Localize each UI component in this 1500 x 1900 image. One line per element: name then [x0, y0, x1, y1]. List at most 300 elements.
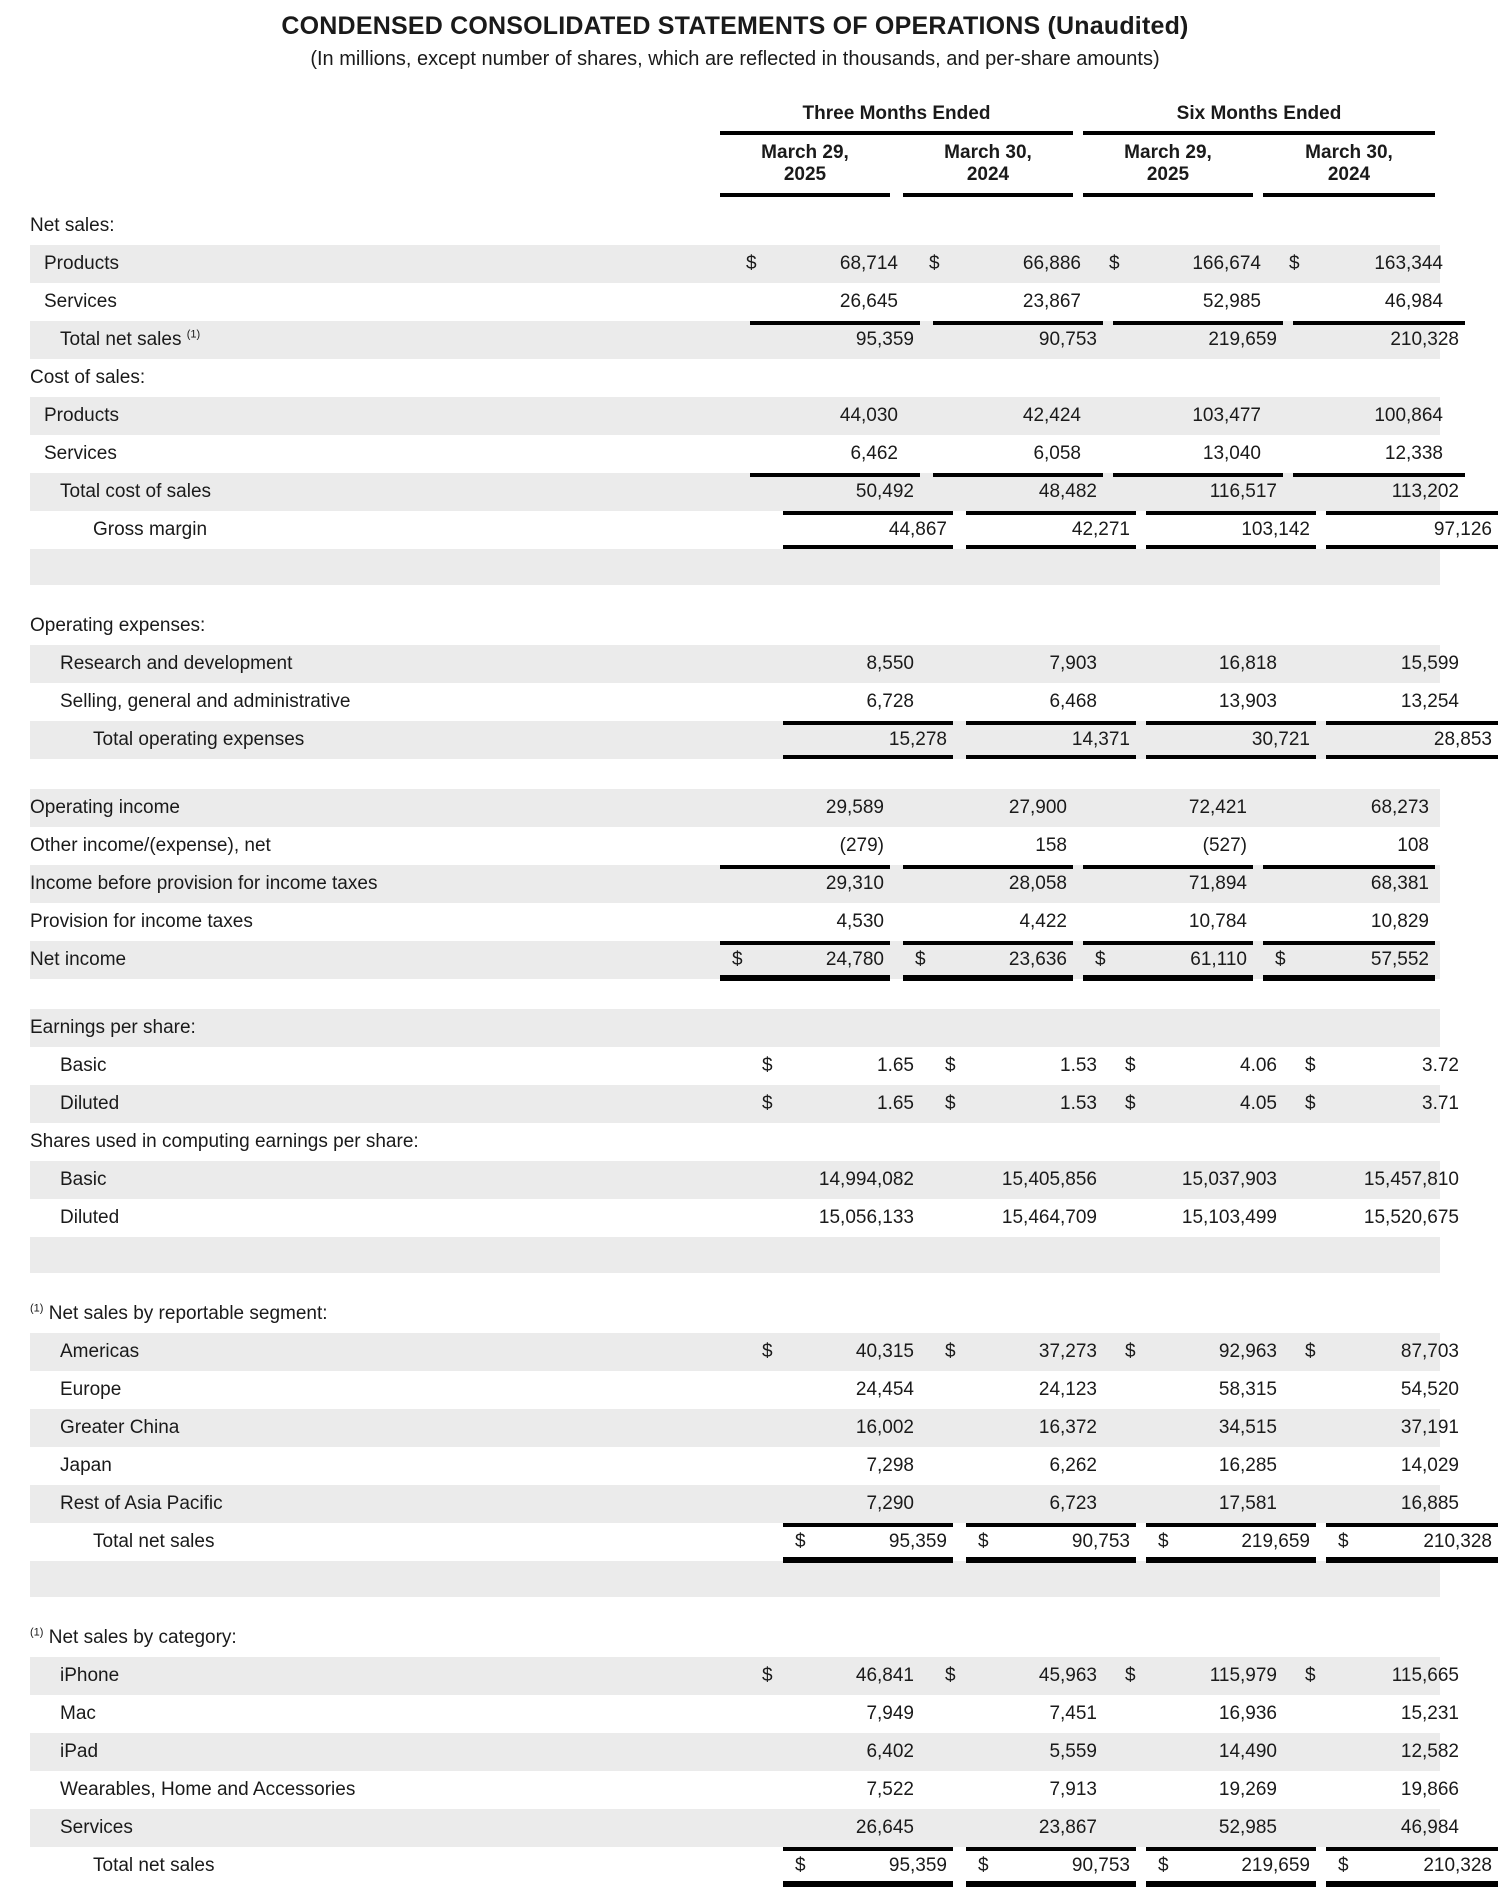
- dollar-sign: $: [945, 1341, 956, 1362]
- value-cell: [1277, 397, 1449, 435]
- value-cell: [903, 865, 1073, 903]
- data-row: [30, 1085, 1459, 1123]
- cell-value: 4.06: [1240, 1055, 1277, 1076]
- value-cell: [1113, 1809, 1283, 1847]
- cell-value: 10,829: [1370, 911, 1429, 932]
- data-row: [30, 1199, 1459, 1237]
- row-label: $^{(1)}$ Net sales by reportable segment:: [30, 1302, 328, 1324]
- value-cell: [1146, 1523, 1316, 1561]
- cell-value: 29,310: [825, 873, 884, 894]
- cell-value: 4,422: [1019, 911, 1067, 932]
- cell-value: 210,328: [1423, 1531, 1492, 1552]
- spacer-row: [30, 1597, 1440, 1619]
- row-label: Operating expenses:: [30, 615, 206, 636]
- value-cell: [1146, 1847, 1316, 1885]
- dollar-sign: $: [1125, 1093, 1136, 1114]
- value-cell: [1113, 1485, 1283, 1523]
- data-row: [30, 1485, 1459, 1523]
- value-cell: [933, 1199, 1103, 1237]
- value-cell: [1293, 1485, 1465, 1523]
- cell-value: 13,254: [1400, 691, 1459, 712]
- data-row: [30, 865, 1440, 903]
- value-cell: [1293, 1809, 1465, 1847]
- value-cell: [1113, 1333, 1283, 1371]
- cell-value: 95,359: [855, 329, 914, 350]
- footnote-marker: (1): [30, 1302, 44, 1315]
- value-cell: [750, 1657, 920, 1695]
- dollar-sign: $: [945, 1055, 956, 1076]
- cell-value: 4.05: [1240, 1093, 1277, 1114]
- value-cell: [933, 1485, 1103, 1523]
- dollar-sign: $: [1095, 949, 1106, 970]
- cell-value: 1.53: [1060, 1055, 1097, 1076]
- cell-value: 58,315: [1218, 1379, 1277, 1400]
- value-cell: [1097, 435, 1267, 473]
- value-cell: [1113, 1199, 1283, 1237]
- dollar-sign: $: [978, 1855, 989, 1876]
- value-cell: [903, 941, 1073, 979]
- value-cell: [1293, 1771, 1465, 1809]
- value-cell: [750, 1371, 920, 1409]
- cell-value: 24,780: [825, 949, 884, 970]
- value-cell: [1293, 645, 1465, 683]
- data-row: [30, 1371, 1459, 1409]
- row-label: Total cost of sales: [60, 481, 212, 502]
- dollar-sign: $: [762, 1341, 773, 1362]
- row-label: Americas: [60, 1341, 140, 1362]
- statement-title: CONDENSED CONSOLIDATED STATEMENTS OF OPERATIONS (Unaudited): [281, 12, 1189, 40]
- cell-value: 1.65: [877, 1055, 914, 1076]
- cell-value: 23,636: [1008, 949, 1067, 970]
- value-cell: [933, 1161, 1103, 1199]
- cell-value: 40,315: [855, 1341, 914, 1362]
- cell-value: 50,492: [855, 481, 914, 502]
- dollar-sign: $: [945, 1665, 956, 1686]
- column-header-line2: 2025: [1146, 164, 1190, 185]
- dollar-sign: $: [1125, 1055, 1136, 1076]
- dollar-sign: $: [795, 1531, 806, 1552]
- value-cell: [1293, 1447, 1465, 1485]
- cell-value: 1.53: [1060, 1093, 1097, 1114]
- row-label: Operating income: [30, 797, 180, 818]
- cell-value: 10,784: [1188, 911, 1247, 932]
- cell-value: 14,490: [1218, 1741, 1277, 1762]
- value-cell: [750, 1085, 920, 1123]
- value-cell: [750, 321, 920, 359]
- data-row: [30, 1047, 1459, 1085]
- cell-value: 95,359: [888, 1855, 947, 1876]
- dollar-sign: $: [1125, 1341, 1136, 1362]
- data-row: [30, 1847, 1492, 1885]
- spacer-row: [30, 585, 1440, 607]
- cell-value: 44,030: [839, 405, 898, 426]
- value-cell: [783, 511, 953, 549]
- cell-value: 46,984: [1384, 291, 1443, 312]
- value-cell: [750, 1409, 920, 1447]
- spacer-row: [30, 1561, 1440, 1597]
- dollar-sign: $: [746, 253, 757, 274]
- cell-value: 68,714: [839, 253, 898, 274]
- dollar-sign: $: [762, 1055, 773, 1076]
- period-group-six-months: Six Months Ended: [1083, 103, 1435, 135]
- cell-value: 7,290: [866, 1493, 914, 1514]
- row-label: Total net sales: [93, 1855, 215, 1876]
- cell-value: 37,273: [1038, 1341, 1097, 1362]
- value-cell: [783, 1523, 953, 1561]
- value-cell: [1113, 1047, 1283, 1085]
- cell-value: 1.65: [877, 1093, 914, 1114]
- value-cell: [1293, 1733, 1465, 1771]
- data-row: [30, 321, 1459, 359]
- cell-value: 219,659: [1241, 1855, 1310, 1876]
- row-label: Wearables, Home and Accessories: [60, 1779, 356, 1800]
- value-cell: [933, 1333, 1103, 1371]
- dollar-sign: $: [1338, 1531, 1349, 1552]
- value-cell: [1113, 1447, 1283, 1485]
- cell-value: 14,994,082: [818, 1169, 914, 1190]
- cell-value: 6,262: [1049, 1455, 1097, 1476]
- cell-value: 6,723: [1049, 1493, 1097, 1514]
- value-cell: [1083, 865, 1253, 903]
- footnote-marker: (1): [186, 328, 201, 341]
- section-row: [30, 1009, 1440, 1047]
- value-cell: [1326, 1523, 1498, 1561]
- period-group-three-months: Three Months Ended: [720, 103, 1073, 135]
- cell-value: 90,753: [1071, 1531, 1130, 1552]
- value-cell: [903, 903, 1073, 941]
- footnote-marker: (1): [30, 1626, 44, 1639]
- cell-value: 3.71: [1422, 1093, 1459, 1114]
- spacer-row: [30, 759, 1440, 789]
- value-cell: [933, 321, 1103, 359]
- dollar-sign: $: [915, 949, 926, 970]
- value-cell: [933, 1371, 1103, 1409]
- cell-value: 26,645: [855, 1817, 914, 1838]
- cell-value: 42,271: [1071, 519, 1130, 540]
- cell-value: 15,056,133: [818, 1207, 914, 1228]
- row-label: Diluted: [60, 1207, 120, 1228]
- cell-value: 16,885: [1400, 1493, 1459, 1514]
- cell-value: 163,344: [1374, 253, 1443, 274]
- statement-content: [30, 0, 1492, 1885]
- value-cell: [933, 1447, 1103, 1485]
- value-cell: [1083, 789, 1253, 827]
- cell-value: 34,515: [1218, 1417, 1277, 1438]
- row-label: Diluted: [60, 1093, 120, 1114]
- cell-value: 14,371: [1071, 729, 1130, 750]
- cell-value: 13,040: [1202, 443, 1261, 464]
- value-cell: [1097, 283, 1267, 321]
- cell-value: 219,659: [1208, 329, 1277, 350]
- value-cell: [1083, 941, 1253, 979]
- value-cell: [720, 827, 890, 865]
- dollar-sign: $: [929, 253, 940, 274]
- value-cell: [734, 397, 904, 435]
- data-row: [30, 683, 1459, 721]
- spacer-row: [30, 1237, 1440, 1273]
- column-header-line2: 2025: [783, 164, 827, 185]
- value-cell: [720, 789, 890, 827]
- cell-value: 15,037,903: [1181, 1169, 1277, 1190]
- row-label: Provision for income taxes: [30, 911, 253, 932]
- cell-value: 90,753: [1071, 1855, 1130, 1876]
- value-cell: [750, 1199, 920, 1237]
- value-cell: [720, 941, 890, 979]
- value-cell: [1263, 789, 1435, 827]
- cell-value: 115,665: [1391, 1665, 1459, 1686]
- value-cell: [750, 645, 920, 683]
- value-cell: [1277, 245, 1449, 283]
- data-row: [30, 283, 1443, 321]
- cell-value: 23,867: [1022, 291, 1081, 312]
- dollar-sign: $: [1305, 1341, 1316, 1362]
- value-cell: [933, 1409, 1103, 1447]
- value-cell: [1326, 721, 1498, 759]
- value-cell: [933, 1047, 1103, 1085]
- value-cell: [903, 827, 1073, 865]
- row-label: Basic: [60, 1055, 107, 1076]
- cell-value: 68,273: [1370, 797, 1429, 818]
- cell-value: 28,853: [1433, 729, 1492, 750]
- cell-value: 7,949: [866, 1703, 914, 1724]
- value-cell: [903, 789, 1073, 827]
- cell-value: (527): [1202, 835, 1247, 856]
- data-row: [30, 1657, 1459, 1695]
- column-header-q2-2024: [903, 142, 1073, 197]
- cell-value: 24,454: [855, 1379, 914, 1400]
- cell-value: 87,703: [1400, 1341, 1459, 1362]
- data-row: [30, 789, 1440, 827]
- dollar-sign: $: [1109, 253, 1120, 274]
- value-cell: [1113, 473, 1283, 511]
- cell-value: (279): [839, 835, 884, 856]
- value-cell: [1146, 721, 1316, 759]
- value-cell: [1293, 1085, 1465, 1123]
- dollar-sign: $: [762, 1665, 773, 1686]
- row-label: Selling, general and administrative: [60, 691, 351, 712]
- data-row: [30, 941, 1440, 979]
- dollar-sign: $: [1158, 1855, 1169, 1876]
- value-cell: [1263, 827, 1435, 865]
- cell-value: 16,285: [1218, 1455, 1277, 1476]
- section-row: [30, 359, 1440, 397]
- row-label: Research and development: [60, 653, 293, 674]
- data-row: [30, 645, 1459, 683]
- row-label: iPhone: [60, 1665, 120, 1686]
- data-row: [30, 1523, 1492, 1561]
- cell-value: 23,867: [1038, 1817, 1097, 1838]
- cell-value: 7,913: [1049, 1779, 1097, 1800]
- cell-value: 103,477: [1192, 405, 1261, 426]
- cell-value: 44,867: [888, 519, 947, 540]
- value-cell: [933, 1695, 1103, 1733]
- value-cell: [750, 683, 920, 721]
- value-cell: [734, 283, 904, 321]
- value-cell: [966, 1523, 1136, 1561]
- row-label: Japan: [60, 1455, 112, 1476]
- dollar-sign: $: [795, 1855, 806, 1876]
- cell-value: 17,581: [1218, 1493, 1277, 1514]
- value-cell: [966, 1847, 1136, 1885]
- value-cell: [750, 1771, 920, 1809]
- value-cell: [734, 435, 904, 473]
- value-cell: [720, 865, 890, 903]
- cell-value: 4,530: [836, 911, 884, 932]
- data-row: [30, 1809, 1459, 1847]
- row-label: Basic: [60, 1169, 107, 1190]
- value-cell: [750, 1333, 920, 1371]
- dollar-sign: $: [1338, 1855, 1349, 1876]
- value-cell: [1113, 1161, 1283, 1199]
- data-row: [30, 1409, 1459, 1447]
- cell-value: 90,753: [1038, 329, 1097, 350]
- cell-value: 16,936: [1218, 1703, 1277, 1724]
- value-cell: [734, 245, 904, 283]
- value-cell: [966, 721, 1136, 759]
- period-group-header: [30, 103, 1440, 135]
- value-cell: [933, 1085, 1103, 1123]
- value-cell: [917, 283, 1087, 321]
- cell-value: 16,372: [1038, 1417, 1097, 1438]
- cell-value: 42,424: [1022, 405, 1081, 426]
- value-cell: [750, 1809, 920, 1847]
- section-row: [30, 207, 1440, 245]
- cell-value: 28,058: [1008, 873, 1067, 894]
- row-label: Services: [60, 1817, 133, 1838]
- cell-value: 15,278: [888, 729, 947, 750]
- cell-value: 48,482: [1038, 481, 1097, 502]
- value-cell: [933, 683, 1103, 721]
- cell-value: 219,659: [1241, 1531, 1310, 1552]
- dollar-sign: $: [1125, 1665, 1136, 1686]
- value-cell: [1113, 683, 1283, 721]
- value-cell: [1293, 1409, 1465, 1447]
- column-header-row: [30, 142, 1440, 197]
- value-cell: [917, 397, 1087, 435]
- financial-table: [30, 207, 1492, 1885]
- value-cell: [1293, 321, 1465, 359]
- cell-value: 29,589: [825, 797, 884, 818]
- cell-value: 6,402: [866, 1741, 914, 1762]
- value-cell: [1293, 1657, 1465, 1695]
- value-cell: [783, 1847, 953, 1885]
- data-row: [30, 1733, 1459, 1771]
- cell-value: 115,979: [1209, 1665, 1277, 1686]
- cell-value: 7,522: [866, 1779, 914, 1800]
- cell-value: 8,550: [866, 653, 914, 674]
- cell-value: 103,142: [1241, 519, 1310, 540]
- column-header-line1: March 30,: [1305, 142, 1393, 163]
- row-label: Net sales:: [30, 215, 115, 236]
- data-row: [30, 827, 1440, 865]
- column-header-q2-2025: [720, 142, 890, 197]
- cell-value: 37,191: [1400, 1417, 1459, 1438]
- row-label: Total net sales: [93, 1531, 215, 1552]
- cell-value: 57,552: [1370, 949, 1429, 970]
- row-label: Gross margin: [93, 519, 208, 540]
- dollar-sign: $: [1305, 1665, 1316, 1686]
- dollar-sign: $: [1158, 1531, 1169, 1552]
- cell-value: 13,903: [1218, 691, 1277, 712]
- value-cell: [917, 435, 1087, 473]
- value-cell: [1293, 683, 1465, 721]
- data-row: [30, 511, 1492, 549]
- cell-value: 30,721: [1251, 729, 1310, 750]
- row-label: Products: [44, 253, 119, 274]
- dollar-sign: $: [1289, 253, 1300, 274]
- cell-value: 46,841: [855, 1665, 914, 1686]
- value-cell: [1263, 903, 1435, 941]
- data-row: [30, 721, 1492, 759]
- value-cell: [750, 1695, 920, 1733]
- row-label: Cost of sales:: [30, 367, 146, 388]
- value-cell: [1293, 1695, 1465, 1733]
- data-row: [30, 435, 1443, 473]
- section-row: [30, 1619, 1440, 1657]
- cell-value: 72,421: [1188, 797, 1247, 818]
- value-cell: [1083, 827, 1253, 865]
- row-label: $^{(1)}$ Net sales by category:: [30, 1626, 237, 1648]
- value-cell: [933, 1771, 1103, 1809]
- cell-value: 15,103,499: [1181, 1207, 1277, 1228]
- label-column-spacer: [30, 103, 720, 135]
- value-cell: [1293, 1047, 1465, 1085]
- value-cell: [933, 1733, 1103, 1771]
- cell-value: 15,599: [1400, 653, 1459, 674]
- dollar-sign: $: [1305, 1093, 1316, 1114]
- cell-value: 100,864: [1374, 405, 1443, 426]
- value-cell: [783, 721, 953, 759]
- spacer-row: [30, 1273, 1440, 1295]
- cell-value: 108: [1397, 835, 1429, 856]
- cell-value: 116,517: [1209, 481, 1277, 502]
- value-cell: [1113, 321, 1283, 359]
- row-label: iPad: [60, 1741, 99, 1762]
- value-cell: [1113, 1371, 1283, 1409]
- value-cell: [1113, 1085, 1283, 1123]
- cell-value: 16,002: [855, 1417, 914, 1438]
- row-label: Other income/(expense), net: [30, 835, 271, 856]
- section-row: [30, 607, 1440, 645]
- column-header-line2: 2024: [1327, 164, 1371, 185]
- value-cell: [1293, 1371, 1465, 1409]
- dollar-sign: $: [945, 1093, 956, 1114]
- cell-value: 5,559: [1049, 1741, 1097, 1762]
- dollar-sign: $: [1305, 1055, 1316, 1076]
- value-cell: [1263, 941, 1435, 979]
- cell-value: 95,359: [888, 1531, 947, 1552]
- dollar-sign: $: [978, 1531, 989, 1552]
- value-cell: [1293, 1333, 1465, 1371]
- value-cell: [1326, 511, 1498, 549]
- cell-value: 15,405,856: [1001, 1169, 1097, 1190]
- value-cell: [917, 245, 1087, 283]
- value-cell: [1113, 1733, 1283, 1771]
- cell-value: 97,126: [1433, 519, 1492, 540]
- row-label: Europe: [60, 1379, 122, 1400]
- column-header-line2: 2024: [966, 164, 1010, 185]
- data-row: [30, 473, 1459, 511]
- value-cell: [1146, 511, 1316, 549]
- value-cell: [1293, 1161, 1465, 1199]
- value-cell: [1113, 1695, 1283, 1733]
- row-label: Total net sales $^{(1)}$: [60, 328, 201, 350]
- value-cell: [1097, 245, 1267, 283]
- dollar-sign: $: [732, 949, 743, 970]
- value-cell: [720, 903, 890, 941]
- value-cell: [933, 1809, 1103, 1847]
- cell-value: 113,202: [1391, 481, 1459, 502]
